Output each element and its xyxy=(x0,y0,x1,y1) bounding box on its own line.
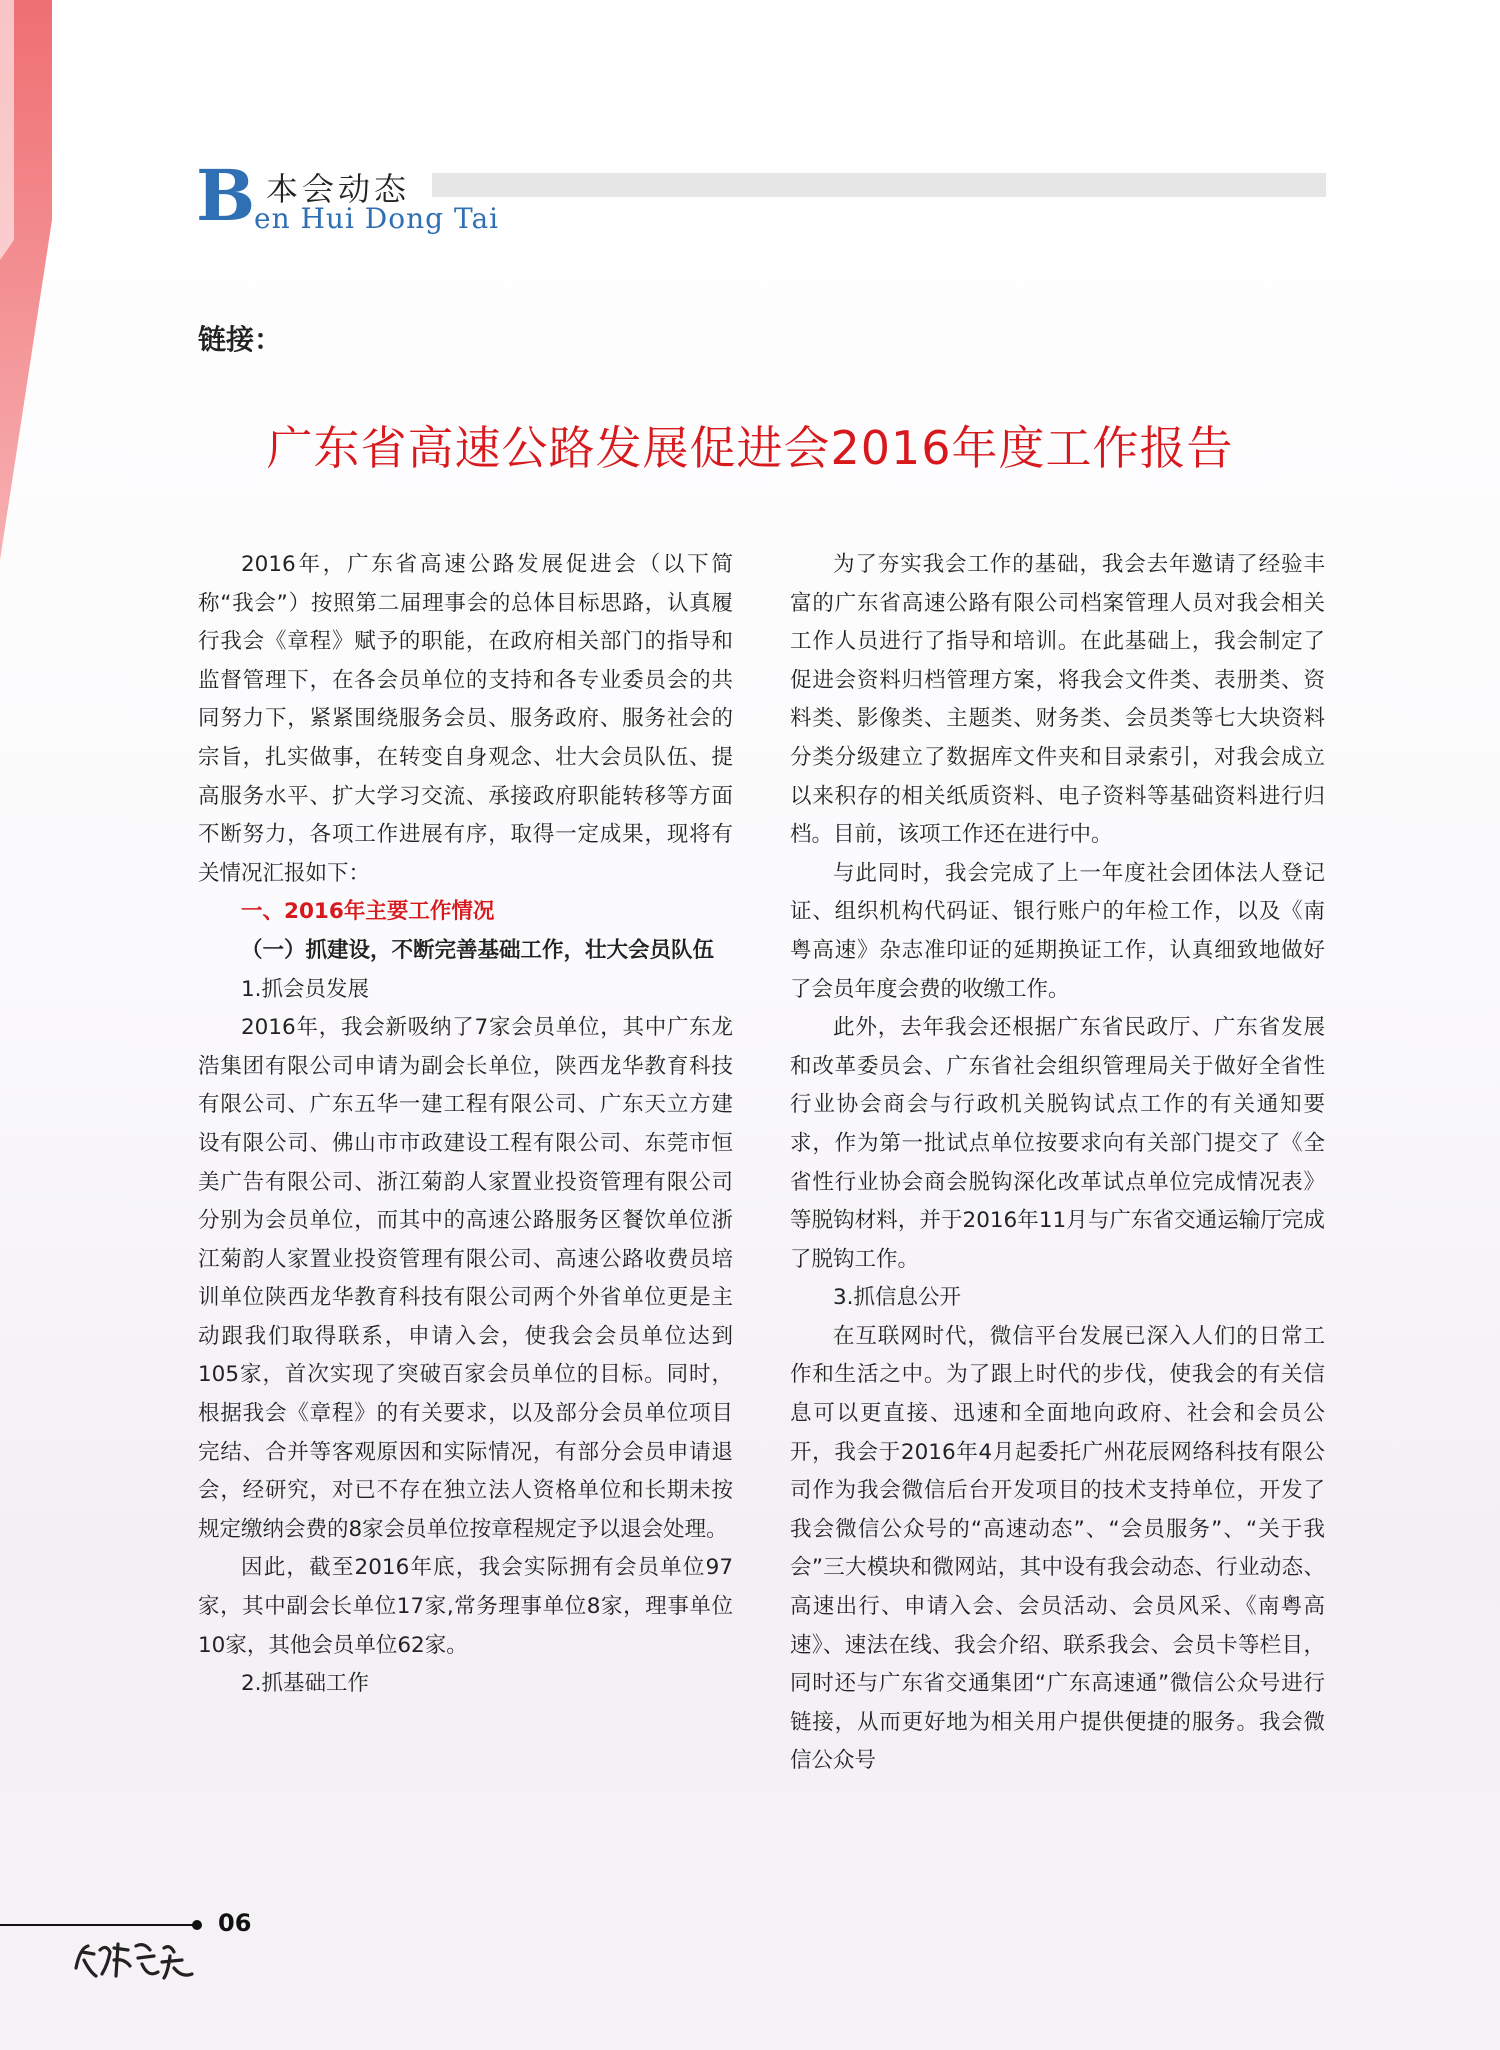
item-heading: 2.抓基础工作 xyxy=(241,1671,370,1697)
page-number: 06 xyxy=(218,1909,252,1937)
section-title-chinese: 本会动态 xyxy=(266,170,411,208)
magazine-logo xyxy=(70,1938,200,1984)
section-header xyxy=(196,154,1326,240)
section-initial-letter: B xyxy=(196,154,256,237)
body-paragraph: 此外，去年我会还根据广东省民政厅、广东省发展和改革委员会、广东省社会组织管理局关于做好全省性行业协会商会与行政机关脱钩试点工作的有关通知要求，作为第一批试点单位按要求向有关部门提交了《全省性行业协会商会脱钩深化改革试点单位完成情况表》等脱钩材料，并于2016年11月与广东省交通运输厅完成了脱钩工作。 xyxy=(790,1015,1325,1272)
body-paragraph: 在互联网时代，微信平台发展已深入人们的日常工作和生活之中。为了跟上时代的步伐，使我会的有关信息可以更直接、迅速和全面地向政府、社会和会员公开，我会于2016年4月起委托广州花辰网络科技有限公司作为我会微信后台开发项目的技术支持单位，开发了我会微信公众号的“高速动态”、“会员服务”、“关于我会”三大模块和微网站，其中设有我会动态、行业动态、高速出行、申请入会、会员活动、会员风采、《南粤高速》、速法在线、我会介绍、联系我会、会员卡等栏目，同时还与广东省交通集团“广东高速通”微信公众号进行链接，从而更好地为相关用户提供便捷的服务。我会微信公众号 xyxy=(790,1323,1325,1774)
item-heading: 3.抓信息公开 xyxy=(833,1285,962,1311)
left-column xyxy=(198,546,733,1704)
section-title-pinyin: en Hui Dong Tai xyxy=(254,202,500,235)
section-heading: 一、2016年主要工作情况 xyxy=(241,899,495,925)
body-paragraph: 因此，截至2016年底，我会实际拥有会员单位97家，其中副会长单位17家,常务理事单位8家，理事单位10家，其他会员单位62家。 xyxy=(198,1555,733,1658)
report-title: 广东省高速公路发展促进会2016年度工作报告 xyxy=(266,421,1234,475)
body-paragraph: 2016年，我会新吸纳了7家会员单位，其中广东龙浩集团有限公司申请为副会长单位，陕西龙华教育科技有限公司、广东五华一建工程有限公司、广东天立方建设有限公司、佛山市市政建设工程有限公司、东莞市恒美广告有限公司、浙江菊韵人家置业投资管理有限公司分别为会员单位，而其中的高速公路服务区餐饮单位浙江菊韵人家置业投资管理有限公司、高速公路收费员培训单位陕西龙华教育科技有限公司两个外省单位更是主动跟我们取得联系，申请入会，使我会会员单位达到105家，首次实现了突破百家会员单位的目标。同时，根据我会《章程》的有关要求，以及部分会员单位项目完结、合并等客观原因和实际情况，有部分会员申请退会，经研究，对已不存在独立法人资格单位和长期未按规定缴纳会费的8家会员单位按章程规定予以退会处理。 xyxy=(198,1015,733,1542)
link-label: 链接： xyxy=(198,323,283,356)
body-paragraph: 与此同时，我会完成了上一年度社会团体法人登记证、组织机构代码证、银行账户的年检工作，以及《南粤高速》杂志准印证的延期换证工作，认真细致地做好了会员年度会费的收缴工作。 xyxy=(790,860,1325,1002)
right-column xyxy=(790,546,1325,1781)
item-heading: 1.抓会员发展 xyxy=(241,976,370,1002)
section-header-bar xyxy=(432,173,1326,197)
intro-paragraph: 2016年，广东省高速公路发展促进会（以下简称“我会”）按照第二届理事会的总体目标思路，认真履行我会《章程》赋予的职能，在政府相关部门的指导和监督管理下，在各会员单位的支持和各专业委员会的共同努力下，紧紧围绕服务会员、服务政府、服务社会的宗旨，扎实做事，在转变自身观念、壮大会员队伍、提高服务水平、扩大学习交流、承接政府职能转移等方面不断努力，各项工作进展有序，取得一定成果，现将有关情况汇报如下： xyxy=(198,552,733,886)
footer-dot xyxy=(192,1920,202,1930)
footer-rule xyxy=(0,1924,196,1926)
subsection-heading: （一）抓建设，不断完善基础工作，壮大会员队伍 xyxy=(241,937,715,963)
body-paragraph: 为了夯实我会工作的基础，我会去年邀请了经验丰富的广东省高速公路有限公司档案管理人员对我会相关工作人员进行了指导和培训。在此基础上，我会制定了促进会资料归档管理方案，将我会文件类、表册类、资料类、影像类、主题类、财务类、会员类等七大块资料分类分级建立了数据库文件夹和目录索引，对我会成立以来积存的相关纸质资料、电子资料等基础资料进行归档。目前，该项工作还在进行中。 xyxy=(790,552,1325,848)
